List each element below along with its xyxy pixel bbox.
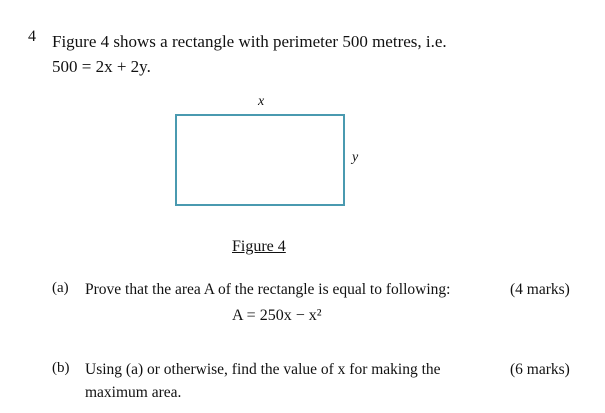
question-stem-line1: Figure 4 shows a rectangle with perimeter 500 metres, i.e. — [52, 32, 447, 51]
part-b-text-line1: Using (a) or otherwise, find the value of x for making the — [85, 361, 441, 378]
part-b-marks: (6 marks) — [510, 361, 570, 378]
area-equation: A = 250x − x² — [232, 307, 322, 324]
figure-caption: Figure 4 — [232, 238, 286, 255]
question-number: 4 — [28, 28, 36, 45]
part-b-text-line2: maximum area. — [85, 384, 182, 401]
question-stem-equation: 500 = 2x + 2y. — [52, 57, 151, 76]
part-a-label: (a) — [52, 280, 69, 296]
part-a-text: Prove that the area A of the rectangle is equal to following: — [85, 281, 451, 298]
rectangle-height-label: y — [352, 150, 359, 165]
rectangle-width-label: x — [258, 94, 265, 109]
part-a-marks: (4 marks) — [510, 281, 570, 298]
part-b-label: (b) — [52, 360, 70, 376]
rectangle-figure — [175, 114, 345, 206]
